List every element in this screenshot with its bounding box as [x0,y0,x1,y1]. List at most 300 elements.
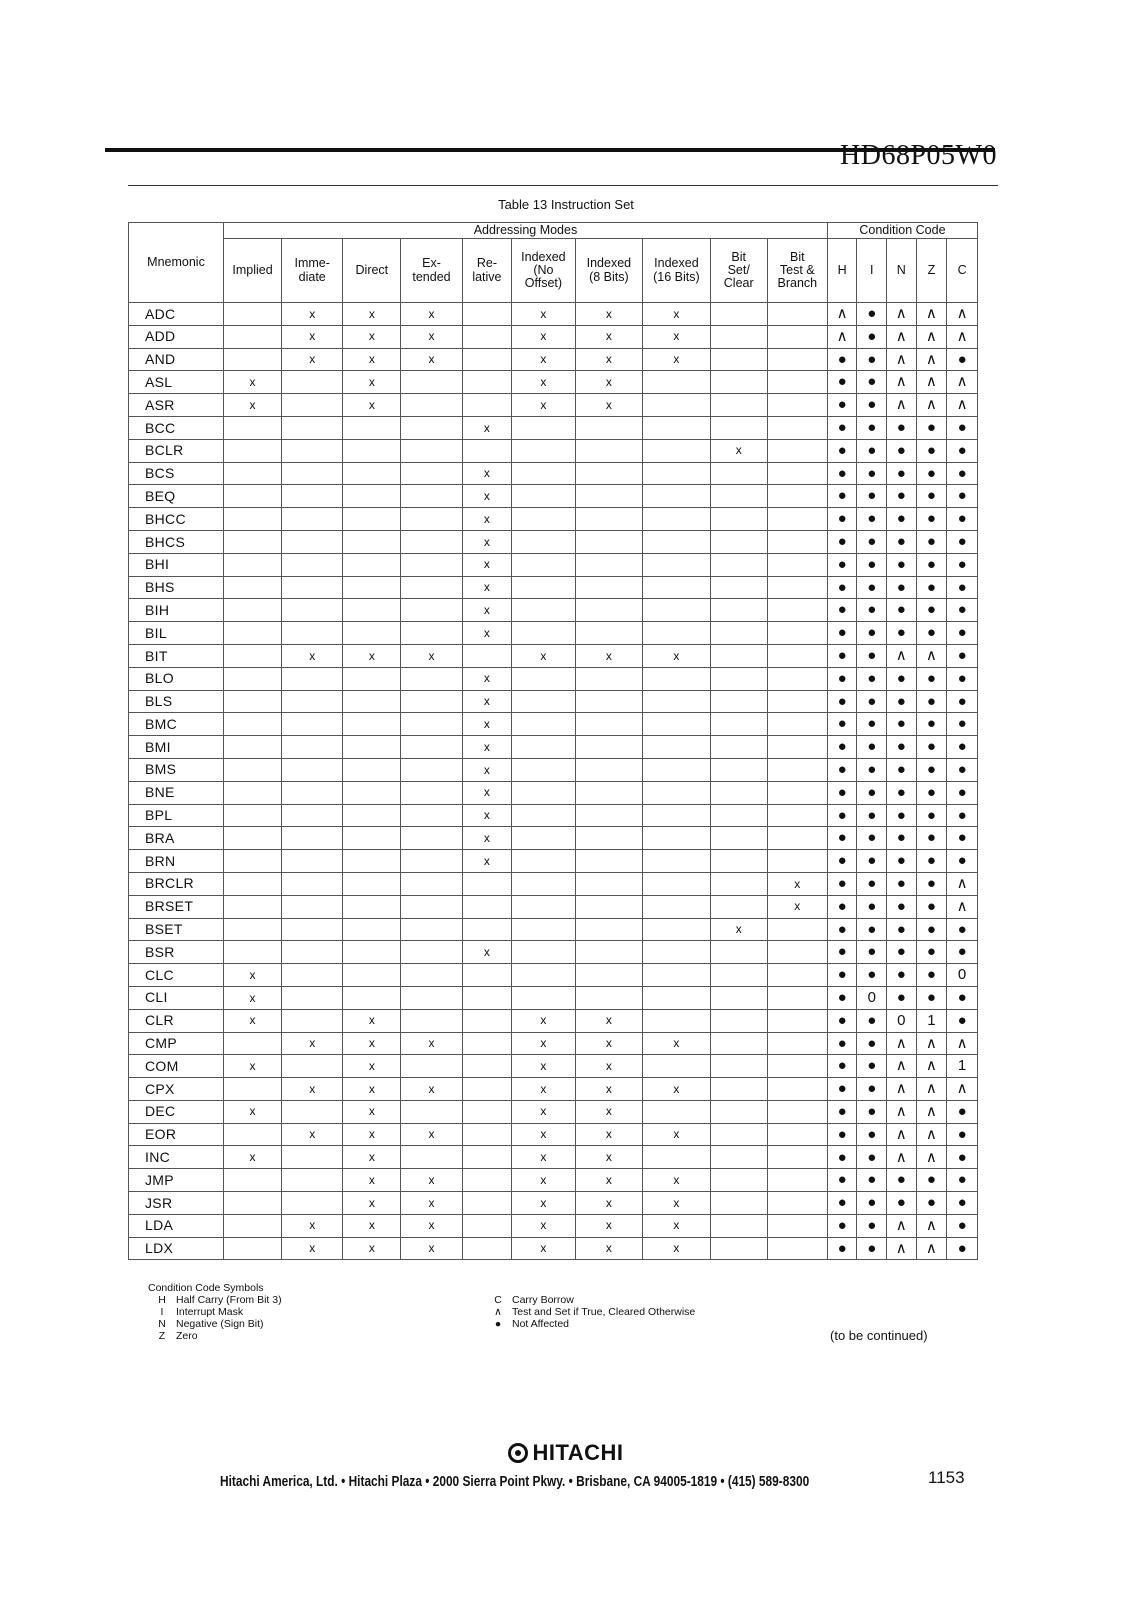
addressing-mode-cell: x [282,348,343,371]
condition-code-cell: ● [857,964,887,987]
condition-code-cell: ∧ [916,1237,947,1260]
addressing-mode-cell [643,986,711,1009]
condition-code-cell: ● [916,941,947,964]
addressing-mode-cell [282,416,343,439]
addressing-mode-cell [710,1032,767,1055]
addressing-mode-cell: x [575,644,643,667]
condition-code-cell: ● [827,508,857,531]
table-row [129,667,978,690]
condition-code-cell: ● [827,872,857,895]
legend-description: Interrupt Mask [176,1306,244,1318]
table-row [129,1169,978,1192]
addressing-mode-cell [767,508,827,531]
legend-title: Condition Code Symbols [148,1282,264,1294]
addressing-mode-cell [767,758,827,781]
table-row [129,303,978,326]
condition-code-cell: ● [857,1192,887,1215]
addressing-mode-cell: x [343,1169,401,1192]
condition-code-cell: ● [857,1146,887,1169]
condition-code-cell: ∧ [916,1055,947,1078]
mnemonic-cell: BHCS [129,530,224,553]
addressing-mode-cell [282,736,343,759]
addressing-mode-cell [401,439,462,462]
addressing-mode-cell [282,394,343,417]
addressing-mode-cell [575,667,643,690]
addressing-mode-cell [710,872,767,895]
condition-code-cell: ∧ [947,1032,978,1055]
addressing-mode-cell: x [710,918,767,941]
condition-code-cell: ● [887,941,917,964]
addressing-mode-cell [224,781,282,804]
table-row [129,872,978,895]
condition-code-cell: ● [887,622,917,645]
legend-description: Not Affected [512,1318,570,1330]
condition-code-flag-header: I [857,239,887,303]
addressing-mode-cell [401,485,462,508]
addressing-mode-cell: x [575,1032,643,1055]
addressing-mode-cell [710,758,767,781]
addressing-mode-cell [462,348,512,371]
addressing-mode-cell: x [343,1009,401,1032]
addressing-mode-cell: x [575,325,643,348]
addressing-mode-cell [343,690,401,713]
addressing-mode-cell [224,1237,282,1260]
addressing-mode-cell: x [575,1009,643,1032]
condition-code-cell: ● [887,872,917,895]
condition-code-cell: ● [827,667,857,690]
table-row [129,1100,978,1123]
addressing-mode-cell [224,1078,282,1101]
condition-code-flag-header: Z [916,239,947,303]
addressing-mode-cell [401,622,462,645]
mnemonic-cell: LDX [129,1237,224,1260]
addressing-mode-cell [643,599,711,622]
addressing-mode-cell [512,485,575,508]
addressing-mode-cell: x [462,576,512,599]
addressing-mode-cell: x [462,804,512,827]
condition-code-cell: ● [827,964,857,987]
addressing-mode-cell [643,553,711,576]
addressing-mode-cell [224,1123,282,1146]
legend-item [148,1306,282,1318]
addressing-mode-cell [710,394,767,417]
addressing-mode-cell [224,895,282,918]
condition-code-cell: ● [947,918,978,941]
addressing-mode-cell: x [462,485,512,508]
condition-code-cell: ∧ [887,394,917,417]
condition-code-cell: ∧ [916,1146,947,1169]
condition-code-cell: ● [916,713,947,736]
addressing-mode-cell: x [224,986,282,1009]
addressing-mode-cell [643,781,711,804]
legend-symbol: Z [158,1330,166,1342]
condition-code-cell: ● [916,576,947,599]
addressing-mode-cell [767,1123,827,1146]
addressing-mode-cell [710,1123,767,1146]
addressing-mode-cell [462,986,512,1009]
mnemonic-cell: BRSET [129,895,224,918]
addressing-mode-cell [710,964,767,987]
addressing-mode-cell: x [512,1032,575,1055]
condition-code-cell: ● [887,416,917,439]
addressing-mode-cell: x [512,1055,575,1078]
condition-code-cell: ● [857,690,887,713]
addressing-mode-cell [643,1055,711,1078]
addressing-mode-cell [767,530,827,553]
mnemonic-cell: ADC [129,303,224,326]
addressing-mode-cell: x [512,644,575,667]
table-row [129,1214,978,1237]
addressing-mode-cell [401,1009,462,1032]
addressing-mode-cell [710,781,767,804]
addressing-mode-cell [710,1055,767,1078]
condition-code-cell: ● [916,918,947,941]
addressing-mode-cell [343,895,401,918]
addressing-mode-cell [224,416,282,439]
condition-code-cell: ● [857,348,887,371]
table-row [129,736,978,759]
condition-code-cell: ● [827,644,857,667]
part-number: HD68P05W0 [840,140,997,171]
condition-code-cell: ● [916,781,947,804]
addressing-mode-cell [575,827,643,850]
mnemonic-cell: JSR [129,1192,224,1215]
addressing-mode-cell [462,1214,512,1237]
condition-code-cell: ● [827,1009,857,1032]
addressing-mode-cell [343,530,401,553]
mnemonic-cell: BCC [129,416,224,439]
condition-code-cell: ● [857,1237,887,1260]
addressing-mode-cell [767,553,827,576]
instruction-set-table [128,222,978,1260]
addressing-mode-cell [710,1214,767,1237]
addressing-mode-cell [643,371,711,394]
addressing-mode-cell [401,736,462,759]
addressing-mode-header: Indexed (16 Bits) [643,239,711,303]
condition-code-cell: ∧ [887,325,917,348]
addressing-mode-cell: x [462,416,512,439]
addressing-mode-cell [575,872,643,895]
condition-code-cell: ● [857,1009,887,1032]
addressing-mode-cell: x [643,1032,711,1055]
addressing-mode-cell [575,850,643,873]
addressing-mode-cell [767,1100,827,1123]
addressing-mode-cell [643,667,711,690]
table-row [129,1237,978,1260]
table-row [129,508,978,531]
addressing-mode-cell [462,303,512,326]
addressing-mode-header: Implied [224,239,282,303]
addressing-mode-header: Re- lative [462,239,512,303]
condition-code-cell: ● [887,508,917,531]
condition-code-cell: ● [947,1123,978,1146]
addressing-mode-cell [282,622,343,645]
mnemonic-cell: ASL [129,371,224,394]
addressing-mode-cell [224,850,282,873]
addressing-mode-cell [343,758,401,781]
condition-code-cell: ● [857,462,887,485]
addressing-mode-cell: x [512,1146,575,1169]
addressing-mode-cell: x [224,1055,282,1078]
condition-code-cell: ● [857,1169,887,1192]
condition-code-cell: ● [916,667,947,690]
addressing-mode-cell [224,599,282,622]
condition-code-cell: ● [947,804,978,827]
addressing-mode-cell: x [343,1214,401,1237]
addressing-mode-cell [512,758,575,781]
table-row [129,1032,978,1055]
addressing-mode-cell: x [575,1055,643,1078]
addressing-mode-cell [512,895,575,918]
mnemonic-cell: BRA [129,827,224,850]
addressing-mode-cell [512,827,575,850]
addressing-mode-cell [462,1237,512,1260]
condition-code-cell: ● [947,827,978,850]
addressing-mode-cell [767,1146,827,1169]
addressing-mode-cell [401,918,462,941]
addressing-mode-cell [643,736,711,759]
legend-item [484,1294,695,1306]
condition-code-flag-header: N [887,239,917,303]
condition-code-cell: ● [947,644,978,667]
addressing-mode-cell: x [401,325,462,348]
addressing-mode-cell [401,1055,462,1078]
addressing-mode-cell: x [643,348,711,371]
addressing-mode-cell [767,781,827,804]
condition-code-cell: ∧ [916,325,947,348]
condition-code-cell: ● [947,599,978,622]
condition-code-cell: ● [857,827,887,850]
addressing-mode-cell: x [282,325,343,348]
addressing-mode-cell [343,416,401,439]
addressing-mode-cell [224,303,282,326]
addressing-mode-cell [401,895,462,918]
condition-code-cell: ● [857,416,887,439]
addressing-mode-cell [401,941,462,964]
condition-code-cell: ● [947,348,978,371]
addressing-mode-cell [767,416,827,439]
addressing-mode-cell [462,1078,512,1101]
addressing-mode-cell: x [462,622,512,645]
condition-code-cell: ● [857,850,887,873]
addressing-mode-cell: x [575,1237,643,1260]
addressing-mode-cell: x [224,394,282,417]
addressing-mode-cell [710,485,767,508]
addressing-mode-cell [462,1100,512,1123]
addressing-mode-header: Imme- diate [282,239,343,303]
addressing-mode-cell [512,508,575,531]
addressing-mode-cell [282,508,343,531]
addressing-mode-cell [512,530,575,553]
condition-code-cell: ● [916,485,947,508]
condition-code-cell: ∧ [887,1032,917,1055]
addressing-mode-cell [224,1169,282,1192]
condition-code-cell: ∧ [916,394,947,417]
addressing-mode-cell [575,736,643,759]
condition-code-cell: ● [827,1214,857,1237]
addressing-mode-cell [643,964,711,987]
addressing-mode-cell [767,918,827,941]
addressing-mode-cell [401,530,462,553]
condition-code-cell: ● [916,758,947,781]
condition-code-cell: ● [947,941,978,964]
addressing-mode-cell [710,804,767,827]
addressing-mode-cell [643,1146,711,1169]
addressing-mode-cell [401,804,462,827]
addressing-mode-cell [643,416,711,439]
addressing-mode-cell [282,1192,343,1215]
addressing-mode-cell [710,690,767,713]
mnemonic-cell: BLS [129,690,224,713]
addressing-mode-cell [643,895,711,918]
table-row [129,827,978,850]
legend-description: Zero [176,1330,198,1342]
table-row [129,1078,978,1101]
addressing-mode-cell: x [462,736,512,759]
addressing-mode-cell: x [512,1237,575,1260]
condition-code-cell: 1 [947,1055,978,1078]
table-row [129,1123,978,1146]
condition-code-cell: ● [916,622,947,645]
addressing-mode-cell [282,918,343,941]
addressing-mode-cell: x [575,1078,643,1101]
addressing-mode-cell: x [575,1192,643,1215]
addressing-mode-cell: x [401,644,462,667]
mnemonic-cell: CPX [129,1078,224,1101]
legend-item [148,1318,282,1330]
addressing-mode-cell: x [343,1237,401,1260]
addressing-mode-cell: x [512,371,575,394]
addressing-mode-cell [767,941,827,964]
addressing-mode-cell [767,1078,827,1101]
addressing-mode-cell: x [512,1078,575,1101]
condition-code-cell: ● [827,1078,857,1101]
addressing-mode-cell: x [224,964,282,987]
addressing-mode-cell [224,576,282,599]
condition-code-cell: ∧ [947,325,978,348]
addressing-mode-cell: x [767,872,827,895]
table-row [129,416,978,439]
addressing-mode-cell [710,736,767,759]
condition-code-cell: ● [887,827,917,850]
addressing-mode-cell [282,1146,343,1169]
addressing-mode-cell: x [575,1100,643,1123]
condition-code-cell: ∧ [947,303,978,326]
table-row [129,462,978,485]
addressing-mode-cell: x [512,325,575,348]
addressing-mode-cell [462,1055,512,1078]
legend-item [148,1330,282,1342]
table-row [129,895,978,918]
condition-code-cell: ● [827,576,857,599]
addressing-mode-cell: x [575,1146,643,1169]
addressing-mode-cell: x [401,1078,462,1101]
addressing-mode-cell [282,690,343,713]
addressing-mode-cell [343,667,401,690]
legend-description: Carry Borrow [512,1294,574,1306]
addressing-mode-cell [512,736,575,759]
mnemonic-cell: CMP [129,1032,224,1055]
condition-code-cell: ● [887,1169,917,1192]
addressing-mode-cell [767,576,827,599]
mnemonic-cell: BIT [129,644,224,667]
table-row [129,690,978,713]
addressing-mode-cell [282,599,343,622]
condition-code-cell: ∧ [887,371,917,394]
addressing-mode-cell [710,667,767,690]
addressing-mode-cell [512,576,575,599]
addressing-mode-cell: x [224,1009,282,1032]
condition-code-cell: ● [827,713,857,736]
addressing-mode-cell [224,918,282,941]
addressing-mode-cell [282,895,343,918]
addressing-mode-cell [710,348,767,371]
addressing-mode-cell [710,986,767,1009]
condition-code-cell: ● [887,553,917,576]
condition-code-cell: ● [916,416,947,439]
addressing-mode-cell [282,872,343,895]
table-row [129,371,978,394]
condition-code-cell: 0 [857,986,887,1009]
mnemonic-cell: CLI [129,986,224,1009]
addressing-mode-cell [710,1237,767,1260]
addressing-mode-cell [710,713,767,736]
addressing-mode-cell: x [224,1146,282,1169]
addressing-mode-cell: x [710,439,767,462]
addressing-mode-cell [767,1009,827,1032]
addressing-mode-cell [224,553,282,576]
table-row [129,964,978,987]
addressing-mode-cell: x [575,348,643,371]
condition-code-cell: ● [857,485,887,508]
addressing-mode-cell [462,325,512,348]
addressing-mode-cell [224,713,282,736]
condition-code-cell: ● [916,850,947,873]
condition-code-cell: ● [857,530,887,553]
condition-code-cell: ● [887,758,917,781]
addressing-mode-cell [767,622,827,645]
addressing-mode-cell [575,986,643,1009]
addressing-mode-cell [643,941,711,964]
condition-code-cell: ∧ [887,348,917,371]
condition-code-cell: ● [857,553,887,576]
addressing-mode-cell [710,850,767,873]
condition-code-cell: ● [827,736,857,759]
condition-code-cell: ● [827,1146,857,1169]
addressing-mode-cell [343,827,401,850]
addressing-mode-cell [512,439,575,462]
condition-code-cell: ● [947,1009,978,1032]
table-row [129,758,978,781]
addressing-mode-cell: x [643,303,711,326]
mnemonic-cell: BNE [129,781,224,804]
addressing-mode-header: Indexed (No Offset) [512,239,575,303]
addressing-mode-header: Bit Test & Branch [767,239,827,303]
addressing-mode-cell: x [512,1214,575,1237]
addressing-mode-cell [401,371,462,394]
addressing-mode-cell [224,804,282,827]
addressing-mode-cell [767,485,827,508]
condition-code-cell: ● [827,530,857,553]
condition-code-cell: ● [887,895,917,918]
condition-code-cell: ● [916,895,947,918]
condition-code-cell: ● [916,599,947,622]
addressing-mode-cell [512,850,575,873]
condition-code-cell: ∧ [887,1055,917,1078]
mnemonic-cell: BSET [129,918,224,941]
condition-code-cell: ∧ [916,371,947,394]
addressing-mode-cell [401,1146,462,1169]
